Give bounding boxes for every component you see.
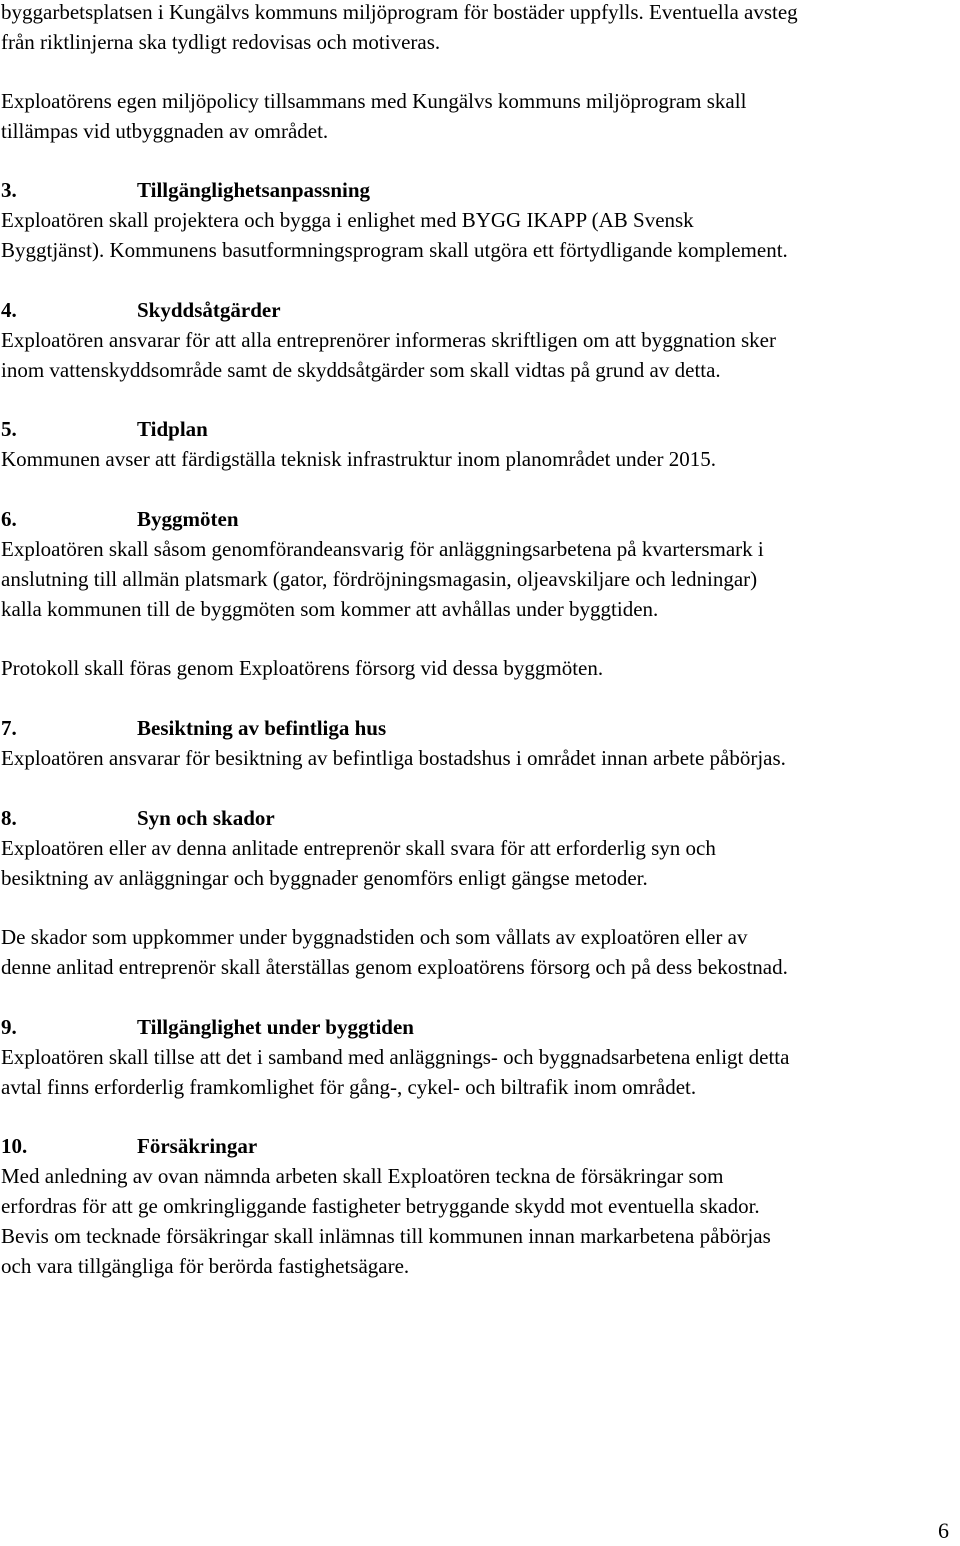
section-10-paragraph (1, 1161, 771, 1281)
text-line: kalla kommunen till de byggmöten som kommer att avhållas under byggtiden. (1, 597, 659, 621)
intro-paragraph (1, 0, 798, 57)
section-title: Försäkringar (137, 1134, 258, 1158)
text-line: Kommunen avser att färdigställa teknisk infrastruktur inom planområdet under 2015. (1, 447, 716, 471)
section-title: Byggmöten (137, 507, 239, 531)
text-line: Med anledning av ovan nämnda arbeten skall Exploatören teckna de försäkringar som (1, 1164, 724, 1188)
section-number: 4. (1, 298, 17, 322)
text-line: Exploatören skall projektera och bygga i enlighet med BYGG IKAPP (AB Svensk (1, 208, 694, 232)
text-line: tillämpas vid utbyggnaden av området. (1, 119, 329, 143)
section-number: 10. (1, 1134, 28, 1158)
section-title: Skyddsåtgärder (137, 298, 281, 322)
text-line: och vara tillgängliga för berörda fastighetsägare. (1, 1254, 410, 1278)
section-title: Syn och skador (137, 806, 275, 830)
section-8-paragraph-2 (1, 922, 788, 982)
section-number: 3. (1, 178, 17, 202)
text-line: Exploatören skall såsom genomförandeansvarig för anläggningsarbetena på kvartersmark i (1, 537, 764, 561)
text-line: anslutning till allmän platsmark (gator, fördröjningsmagasin, oljeavskiljare och ledningar) (1, 567, 758, 591)
text-line: Exploatören ansvarar för att alla entreprenörer informeras skriftligen om att byggnation sker (1, 328, 776, 352)
section-number: 8. (1, 806, 17, 830)
text-line: denne anlitad entreprenör skall återställas genom exploatörens försorg och på dess bekostnad. (1, 955, 788, 979)
text-line: Byggtjänst). Kommunens basutformningsprogram skall utgöra ett förtydligande komplement. (1, 238, 788, 262)
text-line: Bevis om tecknade försäkringar skall inlämnas till kommunen innan markarbetena påbörjas (1, 1224, 771, 1248)
section-number: 5. (1, 417, 17, 441)
section-7-paragraph (1, 743, 786, 773)
text-line: inom vattenskyddsområde samt de skyddsåtgärder som skall vidtas på grund av detta. (1, 358, 721, 382)
section-number: 7. (1, 716, 17, 740)
section-3-paragraph (1, 205, 788, 265)
text-line: från riktlinjerna ska tydligt redovisas och motiveras. (1, 30, 441, 54)
text-line: byggarbetsplatsen i Kungälvs kommuns miljöprogram för bostäder uppfylls. Eventuella avsteg (1, 0, 798, 24)
section-title: Tillgänglighet under byggtiden (137, 1015, 414, 1039)
text-line: De skador som uppkommer under byggnadstiden och som vållats av exploatören eller av (1, 925, 748, 949)
text-line: Exploatören ansvarar för besiktning av befintliga bostadshus i området innan arbete påbörjas. (1, 746, 786, 770)
section-6-paragraph-2 (1, 653, 603, 683)
section-8-paragraph-1 (1, 833, 716, 893)
section-title: Tidplan (137, 417, 208, 441)
section-4-paragraph (1, 325, 776, 385)
page-number: 6 (938, 1518, 949, 1543)
text-line: Exploatörens egen miljöpolicy tillsammans med Kungälvs kommuns miljöprogram skall (1, 89, 747, 113)
section-6-paragraph-1 (1, 534, 764, 624)
text-line: erfordras för att ge omkringliggande fastigheter betryggande skydd mot eventuella skador. (1, 1194, 760, 1218)
section-title: Tillgänglighetsanpassning (137, 178, 371, 202)
policy-paragraph (1, 86, 746, 146)
text-line: Exploatören eller av denna anlitade entreprenör skall svara för att erforderlig syn och (1, 836, 716, 860)
section-number: 6. (1, 507, 17, 531)
section-number: 9. (1, 1015, 17, 1039)
text-line: Protokoll skall föras genom Exploatörens försorg vid dessa byggmöten. (1, 656, 604, 680)
text-line: besiktning av anläggningar och byggnader genomförs enligt gängse metoder. (1, 866, 648, 890)
section-5-paragraph (1, 444, 716, 474)
section-9-paragraph (1, 1042, 789, 1102)
text-line: Exploatören skall tillse att det i samband med anläggnings- och byggnadsarbetena enligt detta (1, 1045, 790, 1069)
section-title: Besiktning av befintliga hus (137, 716, 387, 740)
text-line: avtal finns erforderlig framkomlighet för gång-, cykel- och biltrafik inom området. (1, 1075, 697, 1099)
